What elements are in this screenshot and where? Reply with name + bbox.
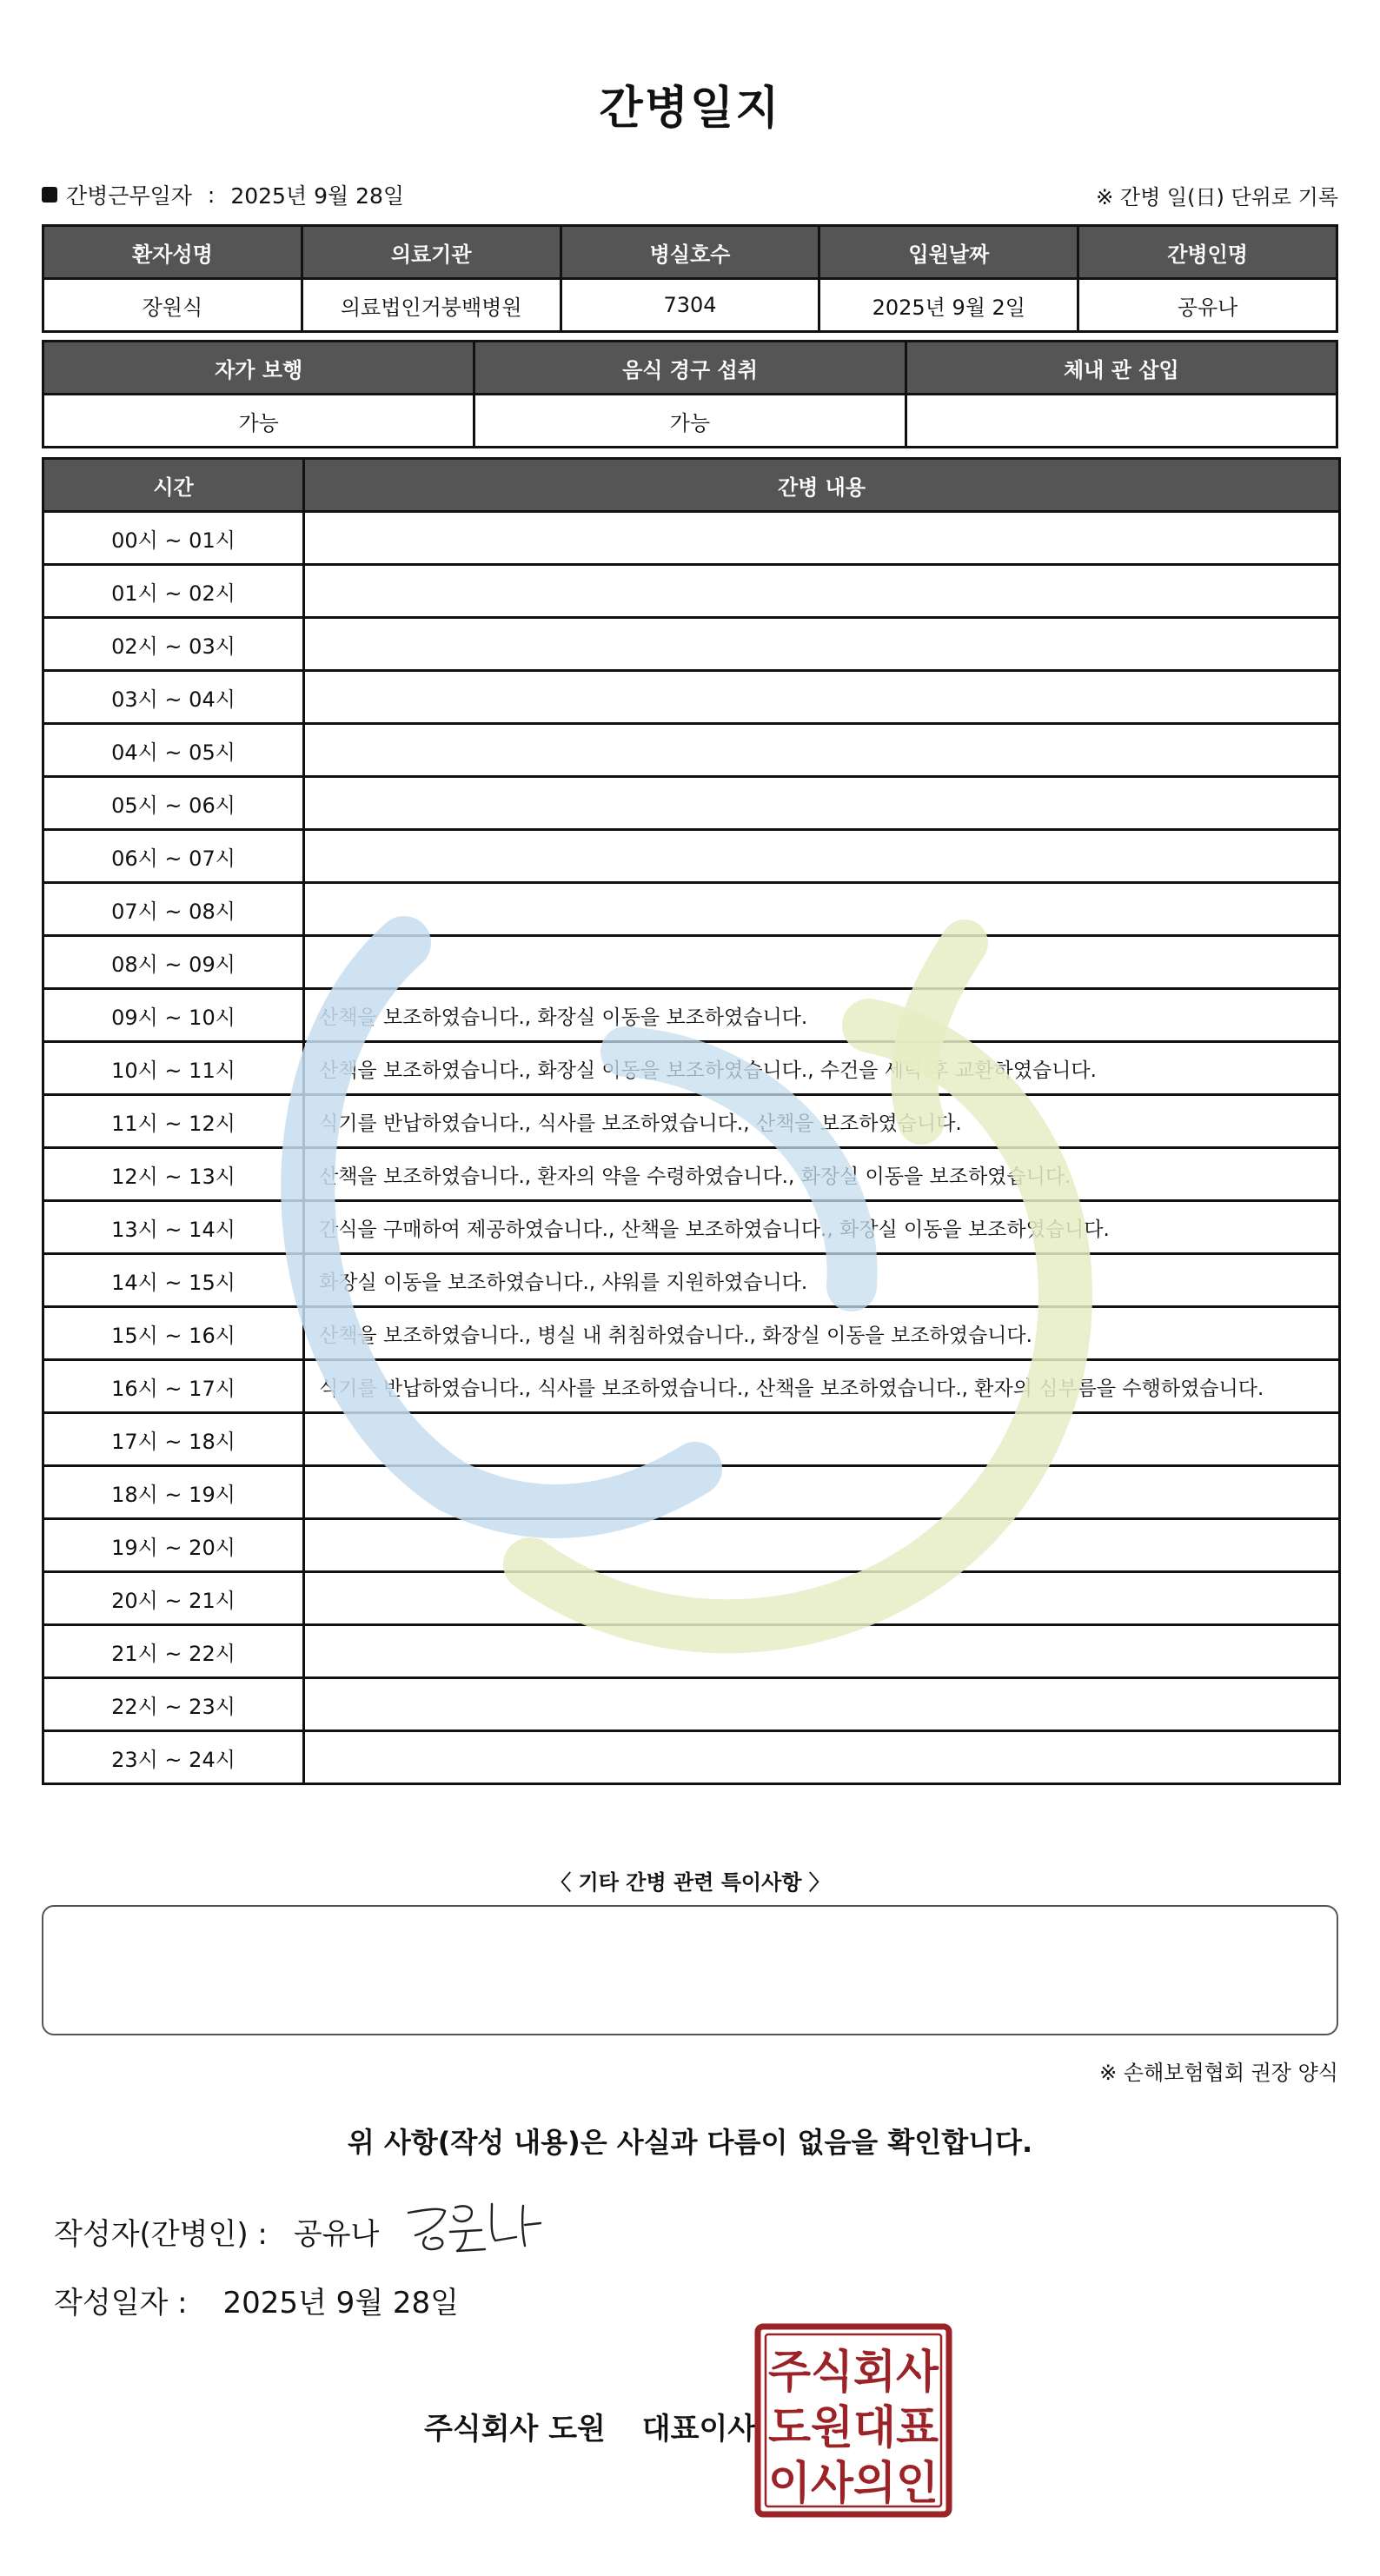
bullet-square-icon xyxy=(42,187,57,202)
log-time-cell: 13시 ~ 14시 xyxy=(43,1201,304,1254)
log-content-cell xyxy=(304,671,1340,724)
log-content-cell xyxy=(304,1413,1340,1466)
svg-text:주식회사: 주식회사 xyxy=(768,2347,939,2399)
log-row xyxy=(43,1042,1340,1095)
oral-intake-value: 가능 xyxy=(474,395,906,448)
log-row xyxy=(43,830,1340,883)
tube-insertion-value xyxy=(906,395,1337,448)
log-row xyxy=(43,1095,1340,1148)
status-value-row xyxy=(43,395,1337,448)
log-header-row xyxy=(43,459,1340,512)
header-care-content: 간병 내용 xyxy=(304,459,1340,512)
care-date-row xyxy=(42,179,404,210)
log-content-cell xyxy=(304,565,1340,618)
log-content-cell xyxy=(304,1466,1340,1519)
log-content-cell xyxy=(304,618,1340,671)
patient-header-row xyxy=(43,226,1337,279)
room-value: 7304 xyxy=(561,279,819,332)
log-content-cell xyxy=(304,1625,1340,1678)
log-row xyxy=(43,936,1340,989)
header-time: 시간 xyxy=(43,459,304,512)
header-hospital: 의료기관 xyxy=(302,226,561,279)
log-row xyxy=(43,1572,1340,1625)
confirmation-statement: 위 사항(작성 내용)은 사실과 다름이 없음을 확인합니다. xyxy=(347,2126,1033,2159)
company-row xyxy=(424,2405,756,2447)
writer-row xyxy=(54,2210,379,2253)
care-date-separator: : xyxy=(207,182,216,208)
header-tube-insertion: 체내 관 삽입 xyxy=(906,342,1337,395)
log-row xyxy=(43,565,1340,618)
log-time-cell: 11시 ~ 12시 xyxy=(43,1095,304,1148)
log-time-cell: 23시 ~ 24시 xyxy=(43,1731,304,1784)
log-time-cell: 16시 ~ 17시 xyxy=(43,1360,304,1413)
log-time-cell: 09시 ~ 10시 xyxy=(43,989,304,1042)
log-row xyxy=(43,1360,1340,1413)
care-date-value: 2025년 9월 28일 xyxy=(230,183,405,209)
log-row xyxy=(43,512,1340,565)
writer-name: 공유나 xyxy=(293,2217,380,2252)
written-date-value: 2025년 9월 28일 xyxy=(222,2286,460,2320)
log-row xyxy=(43,724,1340,777)
page-title: 간병일지 xyxy=(599,83,781,135)
log-time-cell: 03시 ~ 04시 xyxy=(43,671,304,724)
log-time-cell: 15시 ~ 16시 xyxy=(43,1307,304,1360)
log-row xyxy=(43,777,1340,830)
log-row xyxy=(43,1678,1340,1731)
log-time-cell: 02시 ~ 03시 xyxy=(43,618,304,671)
written-date-row xyxy=(54,2279,459,2321)
log-row xyxy=(43,1254,1340,1307)
log-content-cell xyxy=(304,883,1340,936)
log-row xyxy=(43,1148,1340,1201)
log-row xyxy=(43,618,1340,671)
log-content-cell: 간식을 구매하여 제공하였습니다., 산책을 보조하였습니다., 화장실 이동을 보조하였습니다. xyxy=(304,1201,1340,1254)
log-time-cell: 07시 ~ 08시 xyxy=(43,883,304,936)
company-name: 주식회사 도원 xyxy=(424,2412,606,2447)
log-time-cell: 22시 ~ 23시 xyxy=(43,1678,304,1731)
log-content-cell: 산책을 보조하였습니다., 화장실 이동을 보조하였습니다., 수건을 세탁 후 교환하였습니다. xyxy=(304,1042,1340,1095)
notes-box xyxy=(42,1905,1338,2035)
hourly-log-body xyxy=(43,459,1340,1784)
header-caregiver: 간병인명 xyxy=(1078,226,1337,279)
header-self-walking: 자가 보행 xyxy=(43,342,474,395)
log-row xyxy=(43,1731,1340,1784)
log-time-cell: 19시 ~ 20시 xyxy=(43,1519,304,1572)
log-time-cell: 06시 ~ 07시 xyxy=(43,830,304,883)
log-time-cell: 14시 ~ 15시 xyxy=(43,1254,304,1307)
log-row xyxy=(43,883,1340,936)
hourly-log-table xyxy=(42,457,1341,1785)
log-content-cell xyxy=(304,830,1340,883)
log-row xyxy=(43,1466,1340,1519)
record-unit-note: ※ 간병 일(日) 단위로 기록 xyxy=(1096,185,1338,209)
log-row xyxy=(43,1201,1340,1254)
log-content-cell xyxy=(304,936,1340,989)
log-time-cell: 08시 ~ 09시 xyxy=(43,936,304,989)
self-walking-value: 가능 xyxy=(43,395,474,448)
company-rep-title: 대표이사 xyxy=(641,2412,757,2447)
log-time-cell: 21시 ~ 22시 xyxy=(43,1625,304,1678)
log-row xyxy=(43,671,1340,724)
log-time-cell: 12시 ~ 13시 xyxy=(43,1148,304,1201)
header-oral-intake: 음식 경구 섭취 xyxy=(474,342,906,395)
log-content-cell: 화장실 이동을 보조하였습니다., 샤워를 지원하였습니다. xyxy=(304,1254,1340,1307)
log-time-cell: 05시 ~ 06시 xyxy=(43,777,304,830)
status-header-row xyxy=(43,342,1337,395)
log-content-cell: 식기를 반납하였습니다., 식사를 보조하였습니다., 산책을 보조하였습니다. xyxy=(304,1095,1340,1148)
patient-info-table xyxy=(42,224,1338,333)
company-seal-stamp xyxy=(754,2323,952,2518)
log-time-cell: 04시 ~ 05시 xyxy=(43,724,304,777)
caregiver-value: 공유나 xyxy=(1078,279,1337,332)
log-content-cell xyxy=(304,512,1340,565)
log-content-cell xyxy=(304,1731,1340,1784)
log-content-cell xyxy=(304,1678,1340,1731)
log-time-cell: 00시 ~ 01시 xyxy=(43,512,304,565)
admission-date-value: 2025년 9월 2일 xyxy=(819,279,1078,332)
svg-text:도원대표: 도원대표 xyxy=(768,2402,939,2454)
header-room: 병실호수 xyxy=(561,226,819,279)
log-row xyxy=(43,1307,1340,1360)
log-row xyxy=(43,1519,1340,1572)
written-date-label: 작성일자 : xyxy=(54,2286,188,2320)
care-date-label: 간병근무일자 xyxy=(66,183,192,209)
log-time-cell: 20시 ~ 21시 xyxy=(43,1572,304,1625)
patient-status-table xyxy=(42,340,1338,448)
log-content-cell xyxy=(304,1572,1340,1625)
signature-image xyxy=(401,2197,549,2258)
log-time-cell: 10시 ~ 11시 xyxy=(43,1042,304,1095)
log-time-cell: 17시 ~ 18시 xyxy=(43,1413,304,1466)
log-content-cell xyxy=(304,724,1340,777)
writer-label: 작성자(간병인) : xyxy=(54,2217,268,2252)
hospital-value: 의료법인거붕백병원 xyxy=(302,279,561,332)
log-content-cell: 산책을 보조하였습니다., 병실 내 취침하였습니다., 화장실 이동을 보조하였습니다. xyxy=(304,1307,1340,1360)
svg-text:이사의인: 이사의인 xyxy=(768,2458,939,2510)
log-row xyxy=(43,1625,1340,1678)
patient-name-value: 장원식 xyxy=(43,279,302,332)
log-time-cell: 01시 ~ 02시 xyxy=(43,565,304,618)
log-content-cell: 산책을 보조하였습니다., 환자의 약을 수령하였습니다., 화장실 이동을 보조하였습니다. xyxy=(304,1148,1340,1201)
log-row xyxy=(43,989,1340,1042)
log-content-cell: 산책을 보조하였습니다., 화장실 이동을 보조하였습니다. xyxy=(304,989,1340,1042)
patient-value-row xyxy=(43,279,1337,332)
log-content-cell: 식기를 반납하였습니다., 식사를 보조하였습니다., 산책을 보조하였습니다., 환자의 심부름을 수행하였습니다. xyxy=(304,1360,1340,1413)
header-patient-name: 환자성명 xyxy=(43,226,302,279)
log-time-cell: 18시 ~ 19시 xyxy=(43,1466,304,1519)
log-content-cell xyxy=(304,1519,1340,1572)
log-content-cell xyxy=(304,777,1340,830)
notes-content xyxy=(43,1907,1337,1931)
notes-title: 〈 기타 간병 관련 특이사항 〉 xyxy=(550,1870,830,1895)
log-row xyxy=(43,1413,1340,1466)
header-admission-date: 입원날짜 xyxy=(819,226,1078,279)
standard-form-note: ※ 손해보험협회 권장 양식 xyxy=(1099,2061,1338,2085)
